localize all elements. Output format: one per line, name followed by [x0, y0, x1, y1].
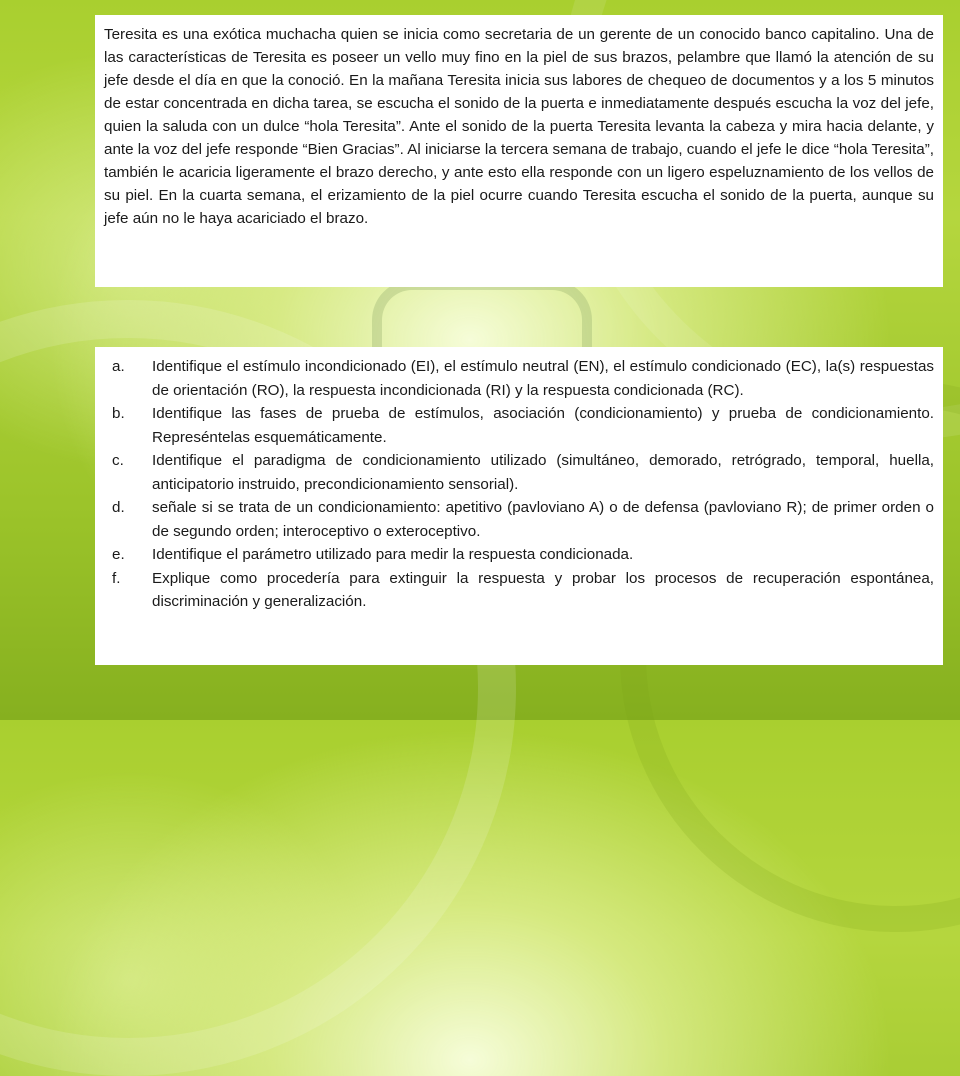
question-item-c: [104, 449, 934, 496]
question-text: Identifique las fases de prueba de estímulos, asociación (condicionamiento) y prueba de condicionamiento. Represéntelas esquemáticamente.: [152, 405, 934, 446]
question-text: Identifique el paradigma de condicionamiento utilizado (simultáneo, demorado, retrógrado, temporal, huella, anticipatorio instruido, precondicionamiento sensorial).: [152, 452, 934, 493]
story-panel: [95, 15, 943, 287]
question-marker: e.: [112, 546, 125, 563]
question-item-a: [104, 355, 934, 402]
question-text: Identifique el estímulo incondicionado (EI), el estímulo neutral (EN), el estímulo condicionado (EC), la(s) respuestas de orientación (RO), la respuesta incondicionada (RI) y la respuesta condicionada (RC).: [152, 358, 934, 399]
question-marker: a.: [112, 358, 125, 375]
question-item-d: [104, 496, 934, 543]
story-paragraph: Teresita es una exótica muchacha quien se inicia como secretaria de un gerente de un conocido banco capitalino. Una de las características de Teresita es poseer un vello muy fino en la piel de sus brazos, pelambre que llamó la atención de su jefe desde el día en que la conoció. En la mañana Teresita inicia sus labores de chequeo de documentos y a los 5 minutos de estar concentrada en dicha tarea, se escucha el sonido de la puerta e inmediatamente después escucha la voz del jefe, quien la saluda con un dulce “hola Teresita”. Ante el sonido de la puerta Teresita levanta la cabeza y mira hacia delante, y ante la voz del jefe responde “Bien Gracias”. Al iniciarse la tercera semana de trabajo, cuando el jefe le dice “hola Teresita”, también le acaricia ligeramente el brazo derecho, y ante esto ella responde con un ligero espeluznamiento de los vellos de su piel. En la cuarta semana, el erizamiento de la piel ocurre cuando Teresita escucha el sonido de la puerta, aunque su jefe aún no le haya acariciado el brazo.: [104, 26, 934, 227]
question-item-f: [104, 567, 934, 614]
question-item-b: [104, 402, 934, 449]
question-text: Identifique el parámetro utilizado para medir la respuesta condicionada.: [152, 546, 634, 563]
question-text: Explique como procedería para extinguir la respuesta y probar los procesos de recuperación espontánea, discriminación y generalización.: [152, 569, 934, 610]
question-marker: d.: [112, 499, 125, 516]
question-marker: b.: [112, 405, 125, 422]
question-marker: f.: [112, 569, 121, 587]
questions-panel: [95, 347, 943, 665]
question-item-e: [104, 543, 934, 567]
question-marker: c.: [112, 452, 124, 469]
question-text: señale si se trata de un condicionamiento: apetitivo (pavloviano A) o de defensa (pavloviano R); de primer orden o de segundo orden; interoceptivo o exteroceptivo.: [152, 499, 934, 540]
background-decoration: [372, 280, 592, 350]
